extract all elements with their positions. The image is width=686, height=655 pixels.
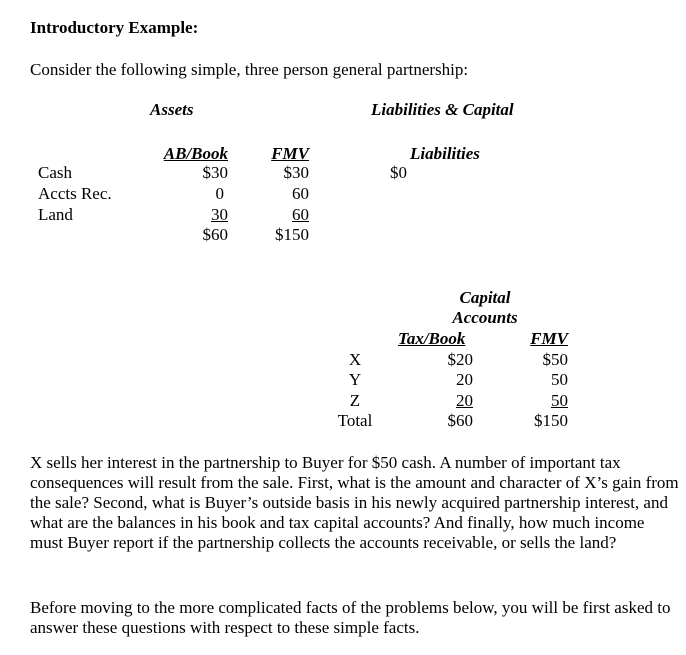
capital-fmv-total: $150 bbox=[534, 411, 568, 430]
capital-label-total: Total bbox=[337, 411, 373, 430]
asset-label-cash: Cash bbox=[38, 163, 72, 182]
capital-label-z: Z bbox=[349, 391, 361, 410]
page-title: Introductory Example: bbox=[30, 18, 199, 37]
asset-book-accts-rec: 0 bbox=[215, 184, 224, 203]
asset-fmv-land: 60 bbox=[292, 205, 309, 224]
asset-fmv-accts-rec: 60 bbox=[292, 184, 309, 203]
capital-tax-book-z: 20 bbox=[456, 391, 473, 410]
capital-label-x: X bbox=[348, 350, 362, 369]
capital-label-y: Y bbox=[348, 370, 362, 389]
body-paragraph-2: Before moving to the more complicated facts of the problems below, you will be first asked to answer these questions with respect to these simple facts. bbox=[30, 598, 671, 637]
tax-book-header: Tax/Book bbox=[398, 329, 466, 348]
ab-book-header: AB/Book bbox=[163, 144, 228, 163]
capital-fmv-y: 50 bbox=[551, 370, 568, 389]
capital-tax-book-total: $60 bbox=[447, 411, 473, 430]
capital-tax-book-y: 20 bbox=[456, 370, 473, 389]
liabilities-value: $0 bbox=[390, 163, 407, 182]
body-paragraph-1: X sells her interest in the partnership to Buyer for $50 cash. A number of important tax consequences will result from the sale. First, what is the amount and character of X’s gain from the sale? Second, what is Buyer’s outside basis in his newly acquired partnership interest, and what are the balances in his book and tax capital accounts? And finally, how much income must Buyer report if the partnership collects the accounts receivable, or sells the land? bbox=[30, 453, 679, 552]
assets-header: Assets bbox=[150, 100, 194, 119]
fmv-header: FMV bbox=[271, 144, 309, 163]
capital-fmv-x: $50 bbox=[542, 350, 568, 369]
capital-tax-book-x: $20 bbox=[447, 350, 473, 369]
liabilities-header: Liabilities bbox=[410, 144, 480, 163]
capital-fmv-z: 50 bbox=[551, 391, 568, 410]
asset-label-land: Land bbox=[38, 205, 73, 224]
capital-header-line2: Accounts bbox=[452, 308, 518, 327]
asset-total-fmv: $150 bbox=[275, 225, 309, 244]
asset-total-book: $60 bbox=[202, 225, 228, 244]
asset-fmv-cash: $30 bbox=[283, 163, 309, 182]
asset-book-land: 30 bbox=[211, 205, 228, 224]
asset-book-cash: $30 bbox=[202, 163, 228, 182]
liabilities-capital-header: Liabilities & Capital bbox=[371, 100, 514, 119]
intro-text: Consider the following simple, three person general partnership: bbox=[30, 60, 469, 79]
capital-header-line1: Capital bbox=[459, 288, 511, 307]
capital-fmv-header: FMV bbox=[530, 329, 568, 348]
asset-label-accts-rec: Accts Rec. bbox=[38, 184, 112, 203]
